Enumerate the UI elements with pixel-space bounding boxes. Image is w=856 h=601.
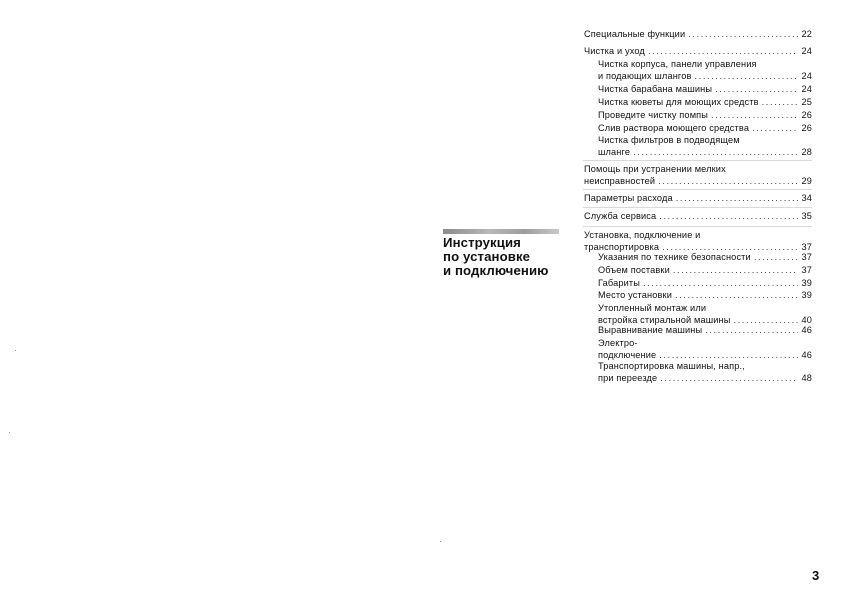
section-heading-line: Инструкция	[443, 235, 521, 250]
toc-entry-title: Установка, подключение и	[584, 230, 701, 240]
toc-entry-title: Помощь при устранении мелких	[584, 164, 726, 174]
toc-entry-title: Выравнивание машины	[598, 325, 703, 335]
toc-page-number: 37	[801, 241, 812, 252]
toc-subentry[interactable]	[584, 135, 812, 158]
toc-entry-title: Проведите чистку помпы	[598, 110, 709, 120]
toc-entry[interactable]	[584, 193, 812, 205]
toc-subentry[interactable]	[584, 110, 812, 122]
toc-page-number: 35	[801, 211, 812, 221]
toc-subentry[interactable]	[584, 361, 812, 384]
scan-speck	[440, 541, 441, 542]
toc-subentry[interactable]	[584, 59, 812, 82]
toc-subentry[interactable]	[584, 84, 812, 96]
toc-subentry[interactable]	[584, 123, 812, 135]
toc-page-number: 26	[801, 110, 812, 120]
toc-entry-title: Электро-	[598, 338, 638, 348]
toc-entry-title: Чистка и уход	[584, 46, 645, 56]
toc-entry-title: Специальные функции	[584, 29, 686, 39]
toc-subentry[interactable]	[584, 265, 812, 277]
toc-page-number: 37	[801, 265, 812, 275]
toc-entry[interactable]	[584, 230, 812, 253]
toc-subentry[interactable]	[584, 290, 812, 302]
toc-entry-title: Чистка барабана машины	[598, 84, 713, 94]
toc-page-number: 25	[801, 97, 812, 107]
toc-entry-title: и подающих шлангов	[598, 70, 692, 81]
toc-page-number: 40	[801, 314, 812, 325]
toc-subentry[interactable]	[584, 338, 812, 361]
scan-speck	[9, 432, 10, 433]
toc-entry-title: Габариты	[598, 278, 640, 288]
toc-page-number: 39	[801, 278, 812, 288]
toc-entry[interactable]	[584, 211, 812, 223]
section-heading	[443, 236, 593, 278]
toc-entry-title: при переезде	[598, 372, 658, 383]
toc-entry-title: встройка стиральной машины	[598, 314, 731, 325]
toc-page-number: 22	[801, 29, 812, 39]
toc-page-number: 28	[801, 146, 812, 157]
toc-entry-title: Слив раствора моющего средства	[598, 123, 750, 133]
toc-entry[interactable]	[584, 164, 812, 187]
toc-entry-title: Чистка фильтров в подводящем	[598, 135, 740, 145]
toc-entry-title: Утопленный монтаж или	[598, 303, 707, 313]
toc-page-number: 48	[801, 372, 812, 383]
toc-page-number: 24	[801, 70, 812, 81]
toc-entry-title: Чистка кюветы для моющих средств	[598, 97, 759, 107]
section-divider	[583, 207, 812, 208]
toc-entry-title: Параметры расхода	[584, 193, 673, 203]
toc-page-number: 24	[801, 84, 812, 94]
toc-entry-title: шланге	[598, 146, 631, 157]
section-divider	[583, 189, 812, 190]
toc-entry[interactable]	[584, 29, 812, 41]
toc-entry-title: Объем поставки	[598, 265, 670, 275]
heading-accent-bar	[443, 229, 559, 234]
toc-subentry[interactable]	[584, 303, 812, 326]
toc-page-number: 29	[801, 175, 812, 186]
toc-page-number: 39	[801, 290, 812, 300]
section-heading-line: по установке	[443, 249, 531, 264]
toc-entry-title: транспортировка	[584, 241, 660, 252]
toc-page-number: 37	[801, 252, 812, 262]
toc-entry-title: неисправностей	[584, 175, 656, 186]
toc-page-number: 26	[801, 123, 812, 133]
section-heading-line: и подключению	[443, 263, 549, 278]
toc-entry-title: Указания по технике безопасности	[598, 252, 751, 262]
toc-subentry[interactable]	[584, 97, 812, 109]
toc-page-number: 24	[801, 46, 812, 56]
toc-subentry[interactable]	[584, 278, 812, 290]
toc-page-number: 34	[801, 193, 812, 203]
toc-entry-title: Чистка корпуса, панели управления	[598, 59, 757, 69]
toc-subentry[interactable]	[584, 325, 812, 337]
toc-entry-title: Место установки	[598, 290, 672, 300]
toc-subentry[interactable]	[584, 252, 812, 264]
toc-page-number: 46	[801, 325, 812, 335]
section-divider	[583, 160, 812, 161]
toc-page-number: 46	[801, 349, 812, 360]
toc-entry[interactable]	[584, 46, 812, 58]
toc-entry-title: подключение	[598, 349, 657, 360]
page-number: 3	[812, 568, 820, 583]
toc-entry-title: Транспортировка машины, напр.,	[598, 361, 745, 371]
scan-speck	[15, 350, 16, 351]
section-divider	[583, 226, 812, 227]
toc-entry-title: Служба сервиса	[584, 211, 657, 221]
